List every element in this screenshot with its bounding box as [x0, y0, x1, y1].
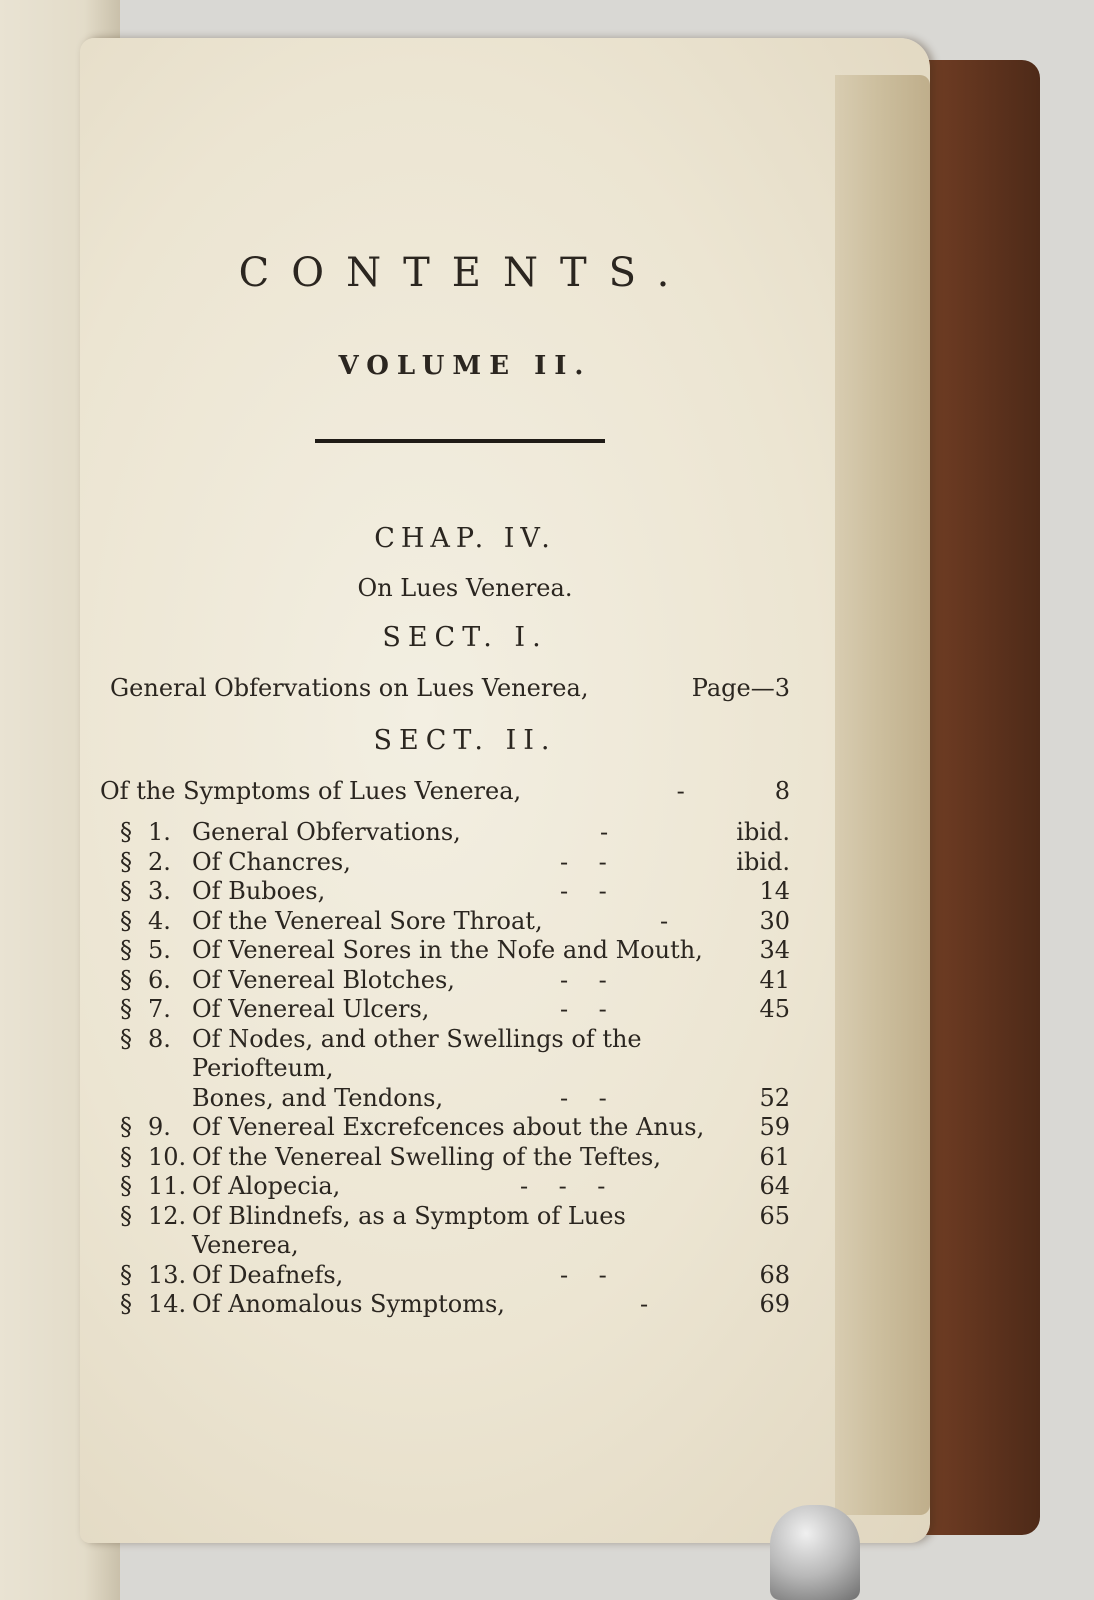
item-text: Of Deafnefs, [192, 1260, 344, 1289]
toc-item [120, 1172, 790, 1202]
chapter-heading: CHAP. IV. [374, 523, 556, 554]
section-symbol: § [120, 936, 132, 964]
toc-item [120, 1261, 790, 1291]
item-page: 61 [759, 1142, 790, 1171]
toc-entry-dash: - [676, 777, 685, 805]
item-number: 10. [148, 1142, 187, 1171]
toc-list [120, 818, 790, 1320]
item-number: 1. [148, 818, 171, 846]
section-symbol: § [120, 1142, 132, 1171]
toc-item [120, 877, 790, 907]
section-symbol: § [120, 906, 132, 935]
item-text: Of Venereal Ulcers, [192, 995, 430, 1023]
toc-item [120, 848, 790, 878]
divider-rule [315, 439, 605, 443]
item-dash: - - [560, 1260, 607, 1289]
item-dash: - [600, 818, 609, 846]
chapter-subtitle: On Lues Venerea. [357, 574, 573, 602]
section-symbol: § [120, 877, 132, 905]
item-number: 6. [148, 965, 171, 994]
item-page: ibid. [736, 818, 790, 846]
item-text: Of Alopecia, [192, 1172, 341, 1200]
item-dash: - - - [520, 1172, 606, 1200]
item-text: General Obfervations, [192, 818, 461, 846]
item-number: 3. [148, 877, 171, 905]
section-symbol: § [120, 995, 132, 1023]
item-page: 30 [759, 906, 790, 935]
toc-item [120, 1143, 790, 1173]
item-page: 68 [759, 1260, 790, 1289]
toc-item [120, 1025, 790, 1084]
section-symbol: § [120, 1260, 132, 1289]
item-page: 34 [759, 936, 790, 964]
item-text: Of Buboes, [192, 877, 326, 905]
section-symbol: § [120, 1290, 132, 1318]
toc-item [120, 995, 790, 1025]
item-page: 59 [759, 1113, 790, 1141]
item-page: 64 [759, 1172, 790, 1200]
item-dash: - [660, 906, 669, 935]
toc-entry-page: 8 [774, 777, 790, 805]
toc-entry-page: Page—3 [691, 674, 790, 702]
item-text: Of Venereal Blotches, [192, 965, 455, 994]
item-dash: - - [560, 995, 607, 1023]
item-text: Of Venereal Sores in the Nofe and Mouth, [192, 936, 703, 964]
section-heading: SECT. II. [373, 725, 557, 756]
toc-entry [110, 673, 790, 703]
item-number: 14. [148, 1290, 187, 1318]
item-number: 4. [148, 906, 171, 935]
item-number: 7. [148, 995, 171, 1023]
page-clip [770, 1505, 860, 1600]
toc-item [120, 907, 790, 937]
toc-item [120, 966, 790, 996]
item-text: Of the Venereal Sore Throat, [192, 906, 543, 935]
volume-heading: VOLUME II. [338, 351, 592, 381]
section-symbol: § [120, 847, 132, 876]
item-number: 11. [148, 1172, 187, 1200]
toc-item [120, 1113, 790, 1143]
item-page: 52 [759, 1083, 790, 1112]
section-symbol: § [120, 1172, 132, 1200]
page-edge [835, 75, 930, 1515]
toc-item-continuation [120, 1084, 790, 1114]
item-text: Of Venereal Excrefcences about the Anus, [192, 1113, 705, 1141]
toc-entry [100, 776, 790, 806]
item-number: 2. [148, 847, 171, 876]
toc-entry-text: General Obfervations on Lues Venerea, [110, 674, 589, 702]
item-dash: - [640, 1290, 649, 1318]
item-text: Bones, and Tendons, [192, 1083, 444, 1112]
item-number: 13. [148, 1260, 187, 1289]
toc-item [120, 818, 790, 848]
item-text: Of Nodes, and other Swellings of the Periofteum, [192, 1024, 642, 1082]
toc-item [120, 936, 790, 966]
toc-entry-text: Of the Symptoms of Lues Venerea, [100, 777, 522, 805]
section-symbol: § [120, 1201, 132, 1230]
item-dash: - - [560, 965, 607, 994]
item-page: 41 [759, 965, 790, 994]
item-number: 9. [148, 1113, 171, 1141]
item-dash: - - [560, 877, 607, 905]
section-symbol: § [120, 1113, 132, 1141]
item-number: 12. [148, 1201, 187, 1230]
section-symbol: § [120, 1024, 132, 1053]
page-title: CONTENTS. [238, 250, 692, 296]
item-page: 65 [759, 1201, 790, 1230]
toc-item [120, 1202, 790, 1261]
item-text: Of the Venereal Swelling of the Teftes, [192, 1142, 661, 1171]
item-page: 14 [759, 877, 790, 905]
item-text: Of Chancres, [192, 847, 351, 876]
item-number: 5. [148, 936, 171, 964]
item-page: ibid. [736, 847, 790, 876]
item-dash: - - [560, 847, 607, 876]
item-page: 45 [759, 995, 790, 1023]
toc-item [120, 1290, 790, 1320]
item-text: Of Anomalous Symptoms, [192, 1290, 505, 1318]
section-symbol: § [120, 965, 132, 994]
section-symbol: § [120, 818, 132, 846]
section-heading: SECT. I. [382, 622, 548, 653]
item-dash: - - [560, 1083, 607, 1112]
contents-page [100, 250, 790, 1320]
item-number: 8. [148, 1024, 171, 1053]
item-page: 69 [759, 1290, 790, 1318]
item-text: Of Blindnefs, as a Symptom of Lues Venerea, [192, 1201, 626, 1259]
